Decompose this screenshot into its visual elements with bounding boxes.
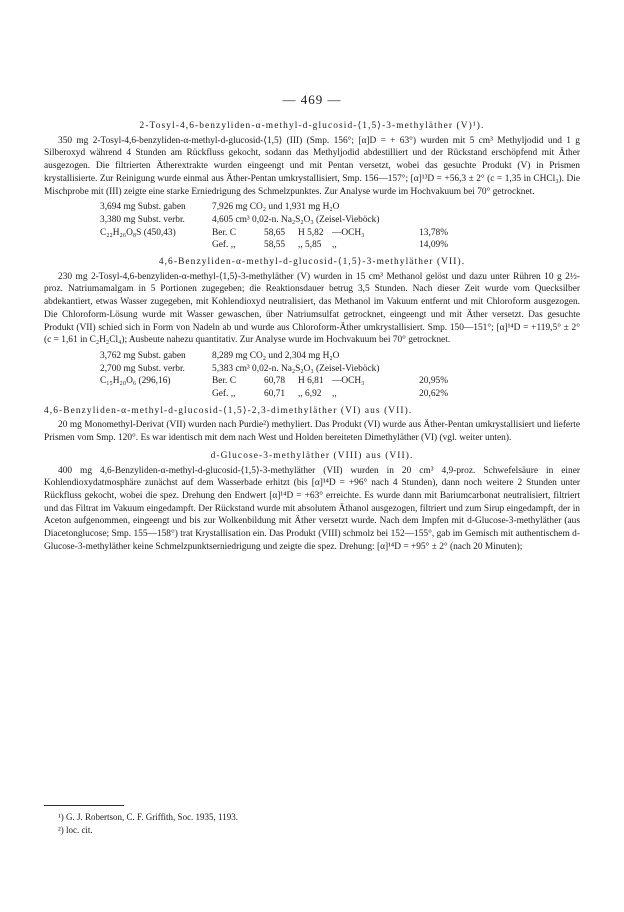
analysis-row: 3,694 mg Subst. gaben 7,926 mg CO₂ und 1,931 mg H₂O [100, 202, 340, 213]
analysis-row: 3,762 mg Subst. gaben 8,289 mg CO₂ und 2,304 mg H₂O [100, 350, 340, 361]
section-heading-3: 4,6-Benzyliden-α-methyl-d-glucosid-⟨1,5⟩-2,3-dimethyläther (VI) aus (VII). [44, 405, 413, 416]
analysis-row: 3,380 mg Subst. verbr. 4,605 cm³ 0,02-n. Na₂S₂O₃ (Zeisel-Vieböck) [100, 214, 380, 225]
analysis-block-2 [100, 350, 580, 401]
footnote-2: ²) loc. cit. [58, 824, 93, 835]
paragraph-1: 350 mg 2-Tosyl-4,6-benzyliden-α-methyl-d-glucosid-⟨1,5⟩ (III) (Smp. 156°; [α]D = + 63°) wurden mit 5 cm³ Methyljodid und 1 g Silberoxyd während 4 Stunden am Rückfluss gekocht, sodann das Methyljodid abdestilliert und der Rückstand erschöpfend mit Äther ausgezogen. Die filtrierten Ätherextrakte wurden eingeengt und mit Pentan versetzt, wobei das gesuchte Produkt (V) in Prismen krystallisierte. Zur Reinigung wurde einmal aus Äther-Pentan umkrystallisiert, Smp. 156—157°; [α]¹³D = +56,3 ± 2° (c = 1,35 in CHCl₃). Die Mischprobe mit (III) zeigte eine starke Erniedrigung des Schmelzpunktes. Zur Analyse wurde im Hochvakuum bei 70° getrocknet. [44, 135, 580, 197]
paragraph-4: 400 mg 4,6-Benzyliden-α-methyl-d-glucosid-⟨1,5⟩-3-methyläther (VII) wurden in 20 cm³ 4,9-proz. Schwefelsäure in einer Kohlendioxydatmosphäre zunächst auf dem Wasserbade erhitzt (bis [α]¹⁴D = +96° nach 4 Stunden), dann noch weitere 2 Stunden unter Rückfluss gekocht, wobei die spez. Drehung den Endwert [α]¹⁴D = +63° erreichte. Es wurde dann mit Bariumcarbonat neutralisiert, filtriert und das Filtrat im Vakuum eingedampft. Der Rückstand wurde mit absolutem Äthanol ausgezogen, filtriert und zum Sirup eingedampft, der in Aceton aufgenommen, eingeengt und bis zur Wolkenbildung mit Äther versetzt wurde. Nach dem Impfen mit d-Glucose-3-methyläther (aus Diacetonglucose; Smp. 155—158°) trat Krystallisation ein. Das Produkt (VIII) schmolz bei 152—155°, gab im Gemisch mit authentischem d-Glucose-3-methyläther keine Schmelzpunktserniedrigung und zeigte die spez. Drehung: [α]¹⁴D = +95° ± 2° (nach 20 Minuten); [44, 465, 580, 552]
analysis-row: Gef. ,, 58,55 ,, 5,85 ,, 14,09% [212, 240, 448, 251]
footnote-1: ¹) G. J. Robertson, C. F. Griffith, Soc. 1935, 1193. [58, 812, 238, 822]
paragraph-3: 20 mg Monomethyl-Derivat (VII) wurden nach Purdie²) methyliert. Das Produkt (VI) wurde aus Äther-Pentan umkrystallisiert und lieferte Prismen vom Smp. 120°. Es war identisch mit dem nach West und Holden bereiteten Dimethyläther (VI) (vgl. weiter unten). [44, 420, 580, 444]
page-body [44, 118, 580, 554]
analysis-row: 2,700 mg Subst. verbr. 5,383 cm³ 0,02-n. Na₂S₂O₃ (Zeisel-Vieböck) [100, 363, 380, 374]
analysis-row: Gef. ,, 60,71 ,, 6,92 ,, 20,62% [212, 389, 448, 400]
analysis-row: C₁₅H₂₀O₆ (296,16) Ber. C 60,78 H 6,81 —OCH₃ 20,95% [100, 376, 448, 387]
section-heading-1: 2-Tosyl-4,6-benzyliden-α-methyl-d-glucosid-⟨1,5⟩-3-methyläther (V)¹). [139, 121, 485, 131]
section-heading-2: 4,6-Benzyliden-α-methyl-d-glucosid-⟨1,5⟩-3-methyläther (VII). [158, 257, 466, 268]
section-heading-4: d-Glucose-3-methyläther (VIII) aus (VII). [210, 450, 414, 461]
footnotes [58, 811, 238, 836]
analysis-row: C₂₂H₂₆O₈S (450,43) Ber. C 58,65 H 5,82 —OCH₃ 13,78% [100, 227, 448, 238]
analysis-block-1 [100, 201, 580, 252]
page-number: — 469 — [282, 92, 342, 107]
footnote-divider [44, 805, 124, 806]
paragraph-2: 230 mg 2-Tosyl-4,6-benzyliden-α-methyl-⟨1,5⟩-3-methyläther (V) wurden in 15 cm³ Methanol gelöst und dazu unter Rühren 10 g 2½-proz. Natriumamalgam in 5 Portionen zugegeben; die Reaktionsdauer betrug 3,5 Stunden. Nach dieser Zeit wurde vom Quecksilber abdekantiert, etwas Wasser zugegeben, mit Kohlendioxyd neutralisiert, das Methanol im Vakuum entfernt und mit Chloroform ausgezogen. Die Chloroform-Lösung wurde mit Wasser gewaschen, über Natriumsulfat getrocknet, eingeengt und mit Äther versetzt. Das gesuchte Produkt (VII) schied sich in Form von Nadeln ab und wurde aus Chloroform-Äther umkrystallisiert. Smp. 150—151°; [α]¹⁴D = +119,5° ± 2° (c = 1,61 in C₂H₂Cl₄); Ausbeute nahezu quantitativ. Zur Analyse wurde im Hochvakuum bei 70° getrocknet. [44, 271, 580, 346]
